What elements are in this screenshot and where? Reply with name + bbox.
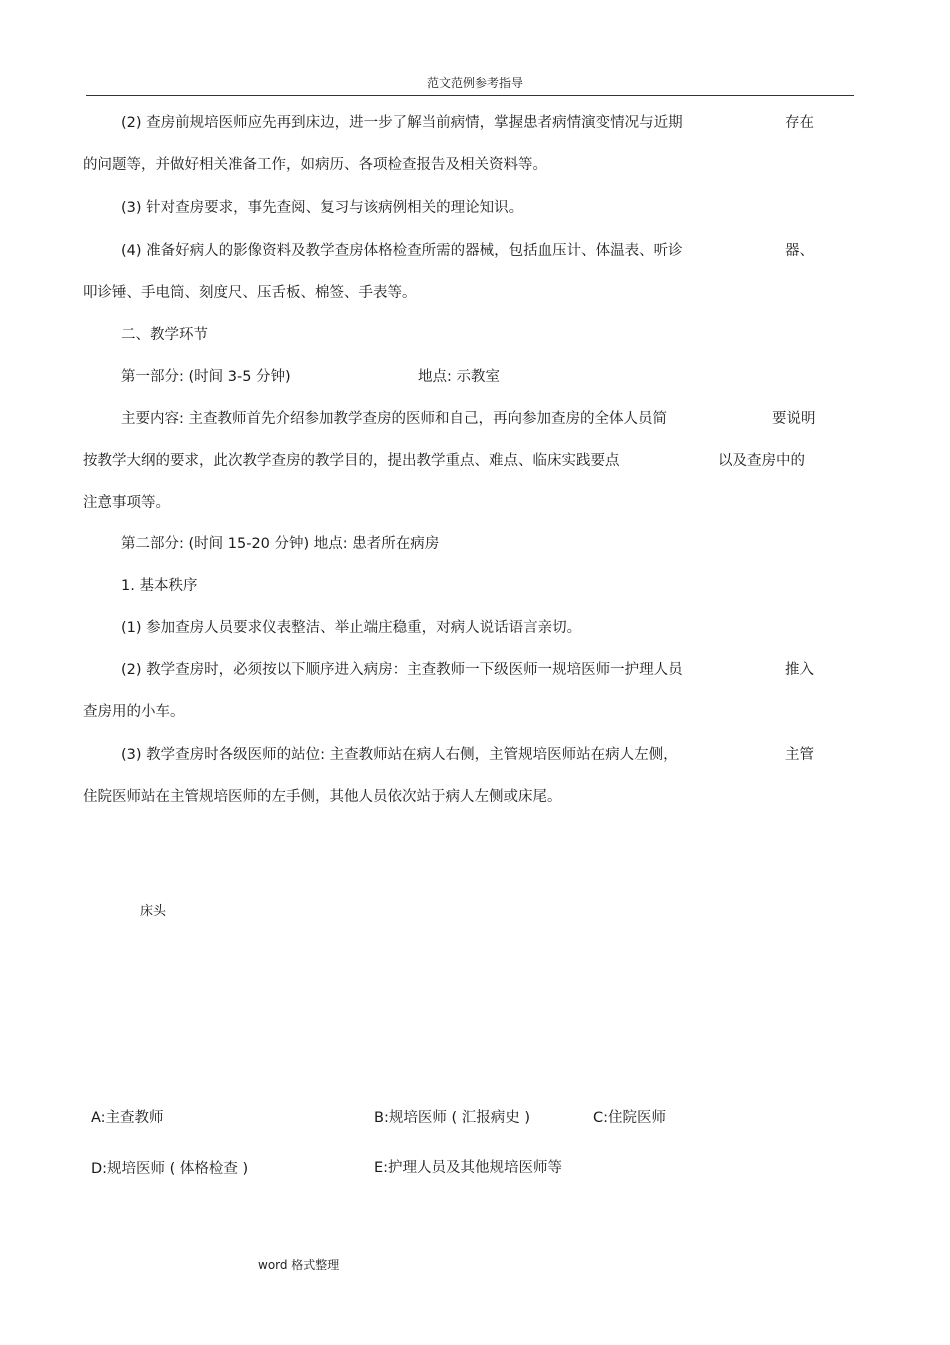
paragraph-line: 以及查房中的	[718, 453, 805, 469]
paragraph-line: (3) 教学查房时各级医师的站位: 主查教师站在病人右侧，主管规培医师站在病人左侧，	[121, 747, 678, 763]
page-footer: word 格式整理	[258, 1258, 340, 1272]
paragraph-line: 第一部分: (时间 3-5 分钟)	[121, 369, 291, 385]
paragraph-line: 第二部分: (时间 15-20 分钟) 地点: 患者所在病房	[121, 536, 440, 552]
paragraph-line: 存在	[785, 115, 814, 131]
section-heading: 二、教学环节	[121, 327, 208, 343]
header-rule	[86, 95, 854, 96]
legend-c: C:住院医师	[593, 1110, 667, 1126]
paragraph-line: 要说明	[772, 411, 816, 427]
paragraph-line: 注意事项等。	[83, 495, 170, 511]
legend-b: B:规培医师 ( 汇报病史 )	[374, 1110, 530, 1126]
legend-a: A:主查教师	[91, 1110, 164, 1126]
paragraph-line: 叩诊锤、手电筒、刻度尺、压舌板、棉签、手表等。	[83, 285, 417, 301]
paragraph-line: (2) 查房前规培医师应先再到床边，进一步了解当前病情，掌握患者病情演变情况与近期	[121, 115, 683, 131]
paragraph-line: 住院医师站在主管规培医师的左手侧，其他人员依次站于病人左侧或床尾。	[83, 789, 562, 805]
paragraph-line: (4) 准备好病人的影像资料及教学查房体格检查所需的器械，包括血压计、体温表、听诊	[121, 243, 683, 259]
paragraph-line: (2) 教学查房时，必须按以下顺序进入病房：主查教师一下级医师一规培医师一护理人员	[121, 662, 683, 678]
paragraph-line: 的问题等，并做好相关准备工作，如病历、各项检查报告及相关资料等。	[83, 157, 547, 173]
paragraph-line: 推入	[785, 662, 814, 678]
paragraph-line: 器、	[785, 243, 814, 259]
paragraph-line: 按教学大纲的要求，此次教学查房的教学目的，提出教学重点、难点、临床实践要点	[83, 453, 620, 469]
paragraph-line: 1. 基本秩序	[121, 578, 198, 594]
paragraph-line: 主管	[785, 747, 814, 763]
page-header: 范文范例参考指导	[426, 76, 523, 90]
legend-e: E:护理人员及其他规培医师等	[374, 1160, 563, 1176]
paragraph-line: 主要内容: 主查教师首先介绍参加教学查房的医师和自己，再向参加查房的全体人员简	[121, 411, 667, 427]
paragraph-line: (3) 针对查房要求，事先查阅、复习与该病例相关的理论知识。	[121, 200, 524, 216]
bed-head-label: 床头	[140, 904, 167, 919]
paragraph-line: 地点: 示教室	[418, 369, 500, 385]
legend-d: D:规培医师 ( 体格检查 )	[91, 1161, 249, 1177]
paragraph-line: 查房用的小车。	[83, 704, 185, 720]
paragraph-line: (1) 参加查房人员要求仪表整洁、举止端庄稳重，对病人说话语言亲切。	[121, 620, 582, 636]
